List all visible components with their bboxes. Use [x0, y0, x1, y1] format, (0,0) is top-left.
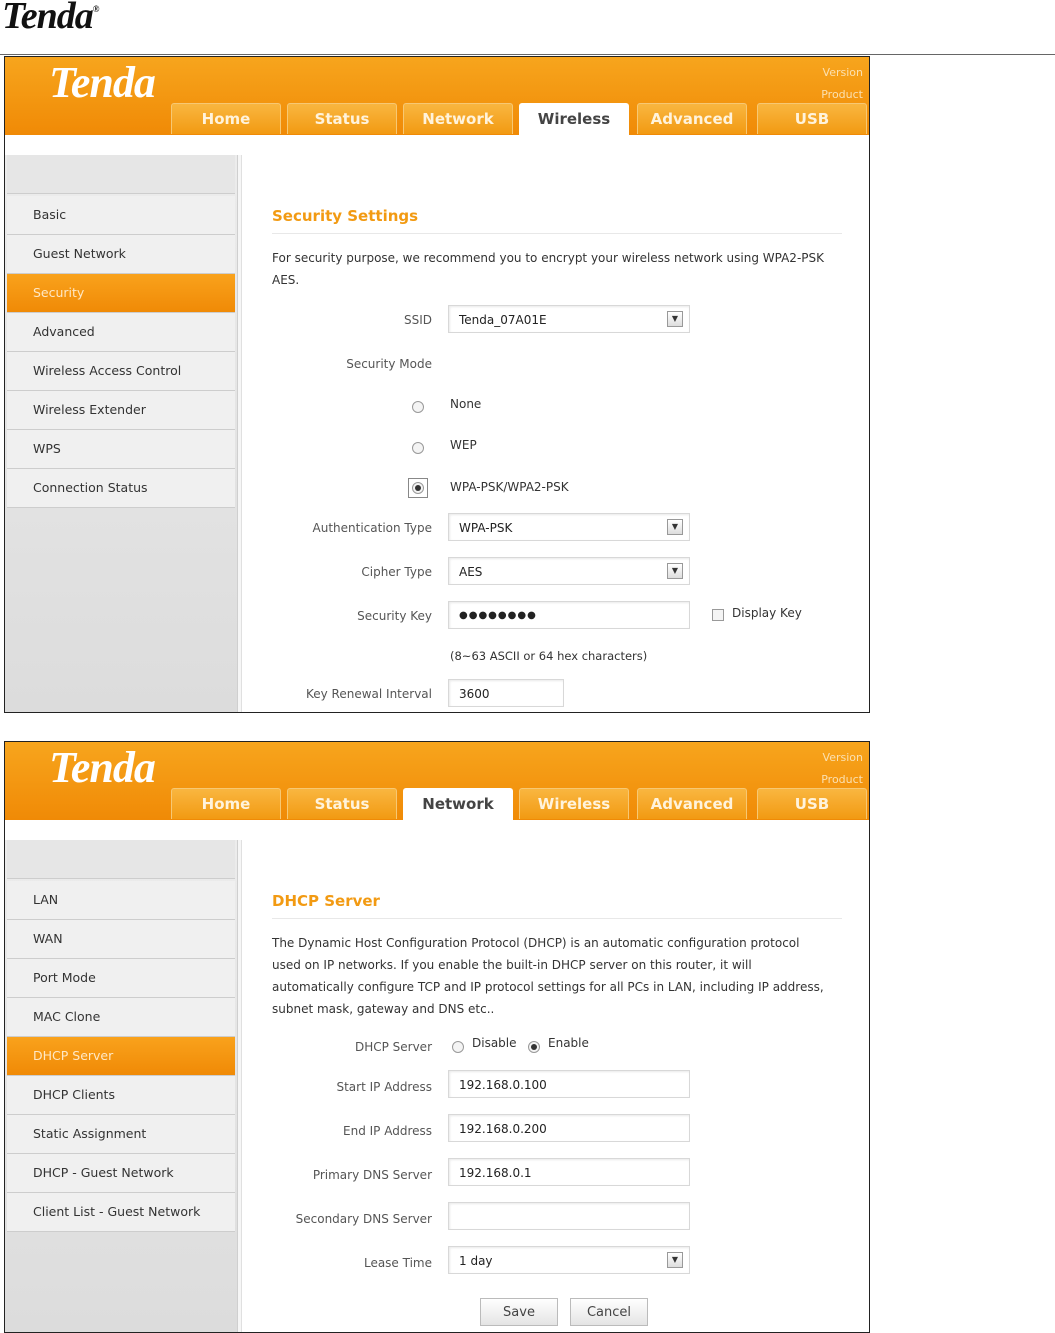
main-content	[241, 155, 869, 712]
lease-time-value: 1 day	[459, 1254, 493, 1268]
sidebar-item-dhcp-clients[interactable]: DHCP Clients	[7, 1076, 235, 1115]
lease-time-label: Lease Time	[363, 1256, 432, 1270]
auth-type-value: WPA-PSK	[459, 521, 513, 535]
version-info	[821, 747, 863, 791]
tab-advanced[interactable]: Advanced	[637, 103, 747, 134]
router-header	[5, 742, 869, 820]
secondary-dns-label: Secondary DNS Server	[295, 1212, 432, 1226]
end-ip-input[interactable]: 192.168.0.200	[448, 1114, 690, 1142]
sidebar-item-wireless-extender[interactable]: Wireless Extender	[7, 391, 235, 430]
auth-type-label: Authentication Type	[312, 521, 432, 535]
ssid-label: SSID	[403, 313, 432, 327]
sidebar-item-dhcp-server[interactable]: DHCP Server	[7, 1037, 235, 1076]
sidebar-top	[7, 155, 235, 194]
tab-usb[interactable]: USB	[757, 788, 867, 819]
tab-home[interactable]: Home	[171, 788, 281, 819]
dhcp-description: The Dynamic Host Configuration Protocol (DHCP) is an automatic configuration protocol used on IP networks. If you enable the built-in DHCP server on this router, it will automatically configure TCP and IP protocol settings for all PCs in LAN, including IP address, subnet mask, gateway and DNS etc..	[272, 936, 824, 1016]
wireless-security-screenshot	[4, 56, 870, 713]
sidebar-item-security[interactable]: Security	[7, 274, 235, 313]
tab-network[interactable]: Network	[403, 103, 513, 134]
page-title: DHCP Server	[272, 892, 380, 910]
cipher-type-label: Cipher Type	[361, 565, 432, 579]
key-renewal-input[interactable]: 3600	[448, 679, 564, 707]
ssid-value: Tenda_07A01E	[459, 313, 547, 327]
sidebar-top	[7, 840, 235, 879]
sidebar-item-advanced[interactable]: Advanced	[7, 313, 235, 352]
main-content	[241, 840, 869, 1332]
tenda-logo: Tenda	[49, 58, 155, 107]
display-key-label: Display Key	[732, 606, 802, 620]
sub-bar	[5, 820, 869, 840]
disable-label: Disable	[472, 1036, 517, 1050]
cipher-type-value: AES	[459, 565, 483, 579]
display-key-checkbox[interactable]	[712, 609, 724, 621]
dhcp-server-screenshot	[4, 741, 870, 1333]
auth-type-select[interactable]	[448, 513, 690, 541]
dhcp-server-label: DHCP Server	[354, 1040, 432, 1054]
mode-wep-label: WEP	[450, 438, 477, 452]
end-ip-label: End IP Address	[343, 1124, 432, 1138]
tab-status[interactable]: Status	[287, 788, 397, 819]
tab-usb[interactable]: USB	[757, 103, 867, 134]
sidebar-item-wireless-access-control[interactable]: Wireless Access Control	[7, 352, 235, 391]
chevron-down-icon: ▼	[667, 311, 683, 327]
radio-wpa[interactable]	[412, 482, 424, 494]
page-title: Security Settings	[272, 207, 419, 225]
sidebar-item-mac-clone[interactable]: MAC Clone	[7, 998, 235, 1037]
version-label: Version	[822, 751, 863, 764]
security-key-label: Security Key	[357, 609, 432, 623]
radio-wep[interactable]	[412, 442, 424, 454]
version-info	[821, 62, 863, 106]
ssid-select[interactable]	[448, 305, 690, 333]
key-hint: (8~63 ASCII or 64 hex characters)	[450, 649, 648, 663]
sub-bar	[5, 135, 869, 155]
primary-dns-input[interactable]: 192.168.0.1	[448, 1158, 690, 1186]
sidebar-item-connection-status[interactable]: Connection Status	[7, 469, 235, 508]
save-button[interactable]: Save	[480, 1298, 558, 1326]
security-mode-label: Security Mode	[346, 357, 432, 371]
mode-wpa-label: WPA-PSK/WPA2-PSK	[450, 480, 569, 494]
title-divider	[272, 233, 842, 234]
sidebar-item-dhcp-guest-network[interactable]: DHCP - Guest Network	[7, 1154, 235, 1193]
tenda-logo: Tenda	[49, 743, 155, 792]
document-logo: Tenda®	[2, 0, 99, 37]
product-label: Product	[821, 88, 863, 101]
sidebar-item-wps[interactable]: WPS	[7, 430, 235, 469]
cancel-button[interactable]: Cancel	[570, 1298, 648, 1326]
sidebar	[5, 840, 238, 1332]
sidebar-item-wan[interactable]: WAN	[7, 920, 235, 959]
title-divider	[272, 918, 842, 919]
product-label: Product	[821, 773, 863, 786]
lease-time-select[interactable]	[448, 1246, 690, 1274]
sidebar-item-basic[interactable]: Basic	[7, 196, 235, 235]
start-ip-label: Start IP Address	[336, 1080, 432, 1094]
header-rule	[0, 54, 1055, 55]
version-label: Version	[822, 66, 863, 79]
tab-wireless[interactable]: Wireless	[519, 103, 629, 136]
sidebar-item-lan[interactable]: LAN	[7, 881, 235, 920]
tab-advanced[interactable]: Advanced	[637, 788, 747, 819]
tab-network[interactable]: Network	[403, 788, 513, 821]
sidebar-item-client-list-guest-network[interactable]: Client List - Guest Network	[7, 1193, 235, 1232]
router-header	[5, 57, 869, 135]
tab-wireless[interactable]: Wireless	[519, 788, 629, 819]
start-ip-input[interactable]: 192.168.0.100	[448, 1070, 690, 1098]
cipher-type-select[interactable]	[448, 557, 690, 585]
radio-disable[interactable]	[452, 1041, 464, 1053]
tab-status[interactable]: Status	[287, 103, 397, 134]
chevron-down-icon: ▼	[667, 519, 683, 535]
mode-none-label: None	[450, 397, 482, 411]
sidebar-item-static-assignment[interactable]: Static Assignment	[7, 1115, 235, 1154]
security-key-input[interactable]: ●●●●●●●●	[448, 601, 690, 629]
sidebar-item-port-mode[interactable]: Port Mode	[7, 959, 235, 998]
secondary-dns-input[interactable]	[448, 1202, 690, 1230]
chevron-down-icon: ▼	[667, 1252, 683, 1268]
enable-label: Enable	[548, 1036, 589, 1050]
radio-none[interactable]	[412, 401, 424, 413]
primary-dns-label: Primary DNS Server	[312, 1168, 432, 1182]
radio-enable[interactable]	[528, 1041, 540, 1053]
key-renewal-label: Key Renewal Interval	[305, 687, 432, 701]
sidebar-item-guest-network[interactable]: Guest Network	[7, 235, 235, 274]
tab-home[interactable]: Home	[171, 103, 281, 134]
radio-wpa-container	[408, 478, 428, 498]
security-description: For security purpose, we recommend you to encrypt your wireless network using WPA2-PSK AES.	[272, 251, 824, 287]
sidebar	[5, 155, 238, 712]
chevron-down-icon: ▼	[667, 563, 683, 579]
